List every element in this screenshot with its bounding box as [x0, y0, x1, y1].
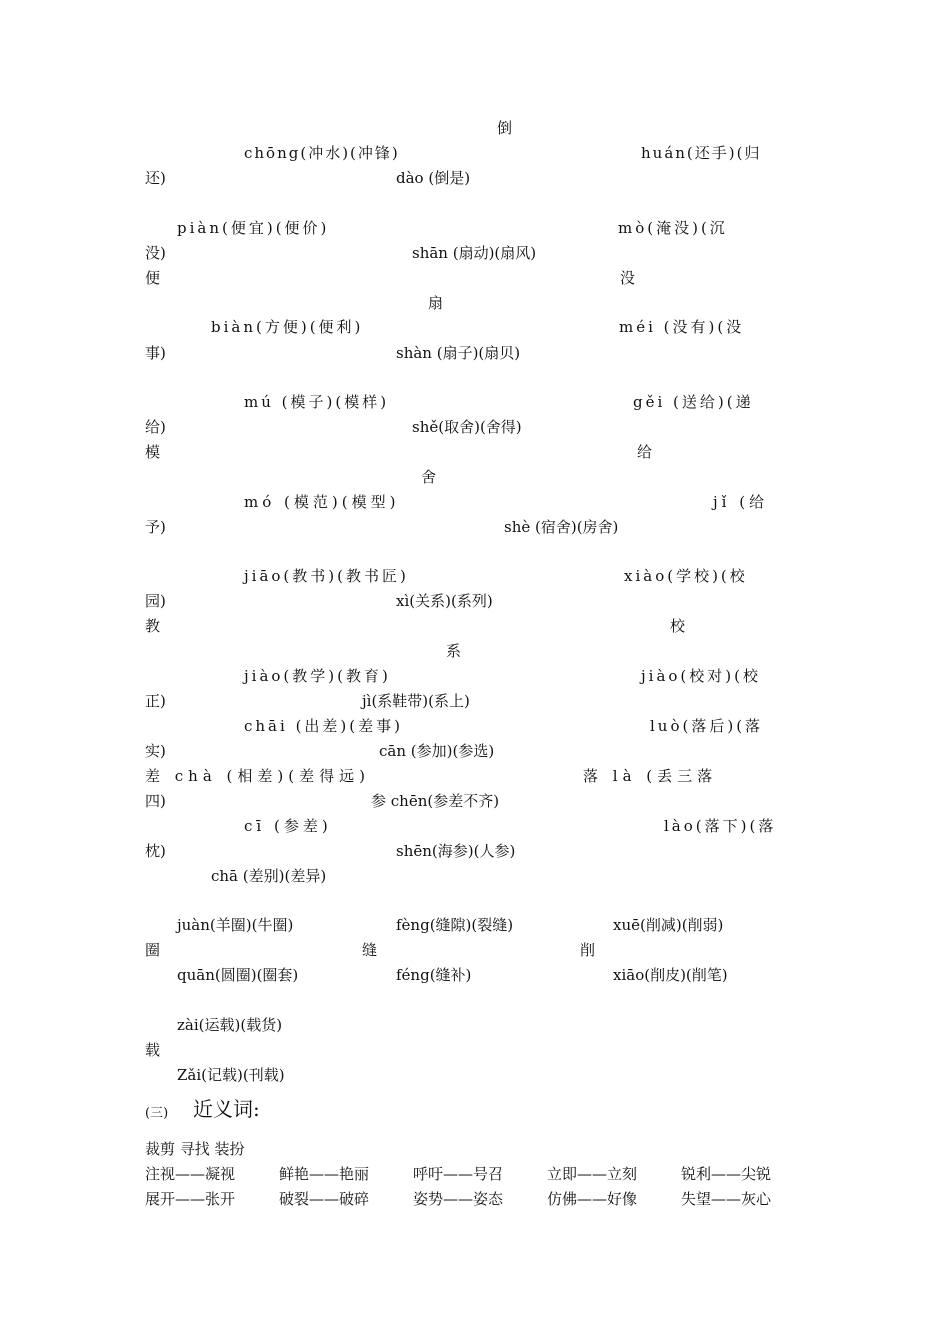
text-line: 削	[580, 941, 596, 959]
text-line: 校	[670, 617, 686, 635]
synonym-pair: 立即——立刻	[547, 1165, 638, 1183]
text-line: lào(落下)(落	[664, 817, 777, 835]
text-line: luò(落后)(落	[650, 717, 764, 735]
text-line: quān(圆圈)(圈套)	[177, 966, 299, 984]
text-line: chāi (出差)(差事)	[244, 717, 403, 735]
text-line: xì(关系)(系列)	[396, 592, 493, 610]
text-line: cī (参差)	[244, 817, 332, 835]
text-line: shàn (扇子)(扇贝)	[396, 344, 521, 362]
text-line: gěi (送给)(递	[633, 393, 754, 411]
text-line: 载	[145, 1041, 161, 1059]
text-line: 扇	[428, 294, 444, 312]
text-line: 裁剪 寻找 装扮	[145, 1140, 245, 1158]
text-line: chōng(冲水)(冲锋)	[244, 144, 400, 162]
text-line: 四)	[145, 792, 166, 810]
text-line: xiāo(削皮)(削笔)	[613, 966, 728, 984]
text-line: 予)	[145, 518, 166, 536]
text-line: cān (参加)(参选)	[379, 742, 495, 760]
text-line: 园)	[145, 592, 166, 610]
synonym-pair: 注视——凝视	[145, 1165, 236, 1183]
text-line: juàn(羊圈)(牛圈)	[177, 916, 294, 934]
text-line: shè (宿舍)(房舍)	[504, 518, 619, 536]
text-line: xuē(削减)(削弱)	[613, 916, 724, 934]
text-line: méi (没有)(没	[619, 318, 745, 336]
text-line: 系	[446, 642, 462, 660]
text-line: mú (模子)(模样)	[244, 393, 390, 411]
text-line: 实)	[145, 742, 166, 760]
synonym-pair: 展开——张开	[145, 1190, 236, 1208]
text-line: 事)	[145, 344, 166, 362]
text-line: jì(系鞋带)(系上)	[362, 692, 470, 710]
text-line: shēn(海参)(人参)	[396, 842, 516, 860]
text-line: xiào(学校)(校	[624, 567, 748, 585]
text-line: zài(运载)(载货)	[177, 1016, 283, 1034]
text-line: 圈	[145, 941, 161, 959]
text-line: jǐ (给	[713, 493, 769, 511]
text-line: biàn(方便)(便利)	[211, 318, 364, 336]
text-line: piàn(便宜)(便价)	[177, 219, 330, 237]
text-line: 落 là (丢三落	[583, 767, 718, 785]
text-line: 舍	[421, 468, 437, 486]
text-line: jiāo(教书)(教书匠)	[244, 567, 409, 585]
text-line: 还)	[145, 169, 166, 187]
synonym-pair: 仿佛——好像	[547, 1190, 638, 1208]
text-line: 模	[145, 443, 161, 461]
synonym-pair: 锐利——尖锐	[681, 1165, 772, 1183]
text-line: shě(取舍)(舍得)	[412, 418, 522, 436]
text-line: dào (倒是)	[396, 169, 471, 187]
text-line: 教	[145, 617, 161, 635]
text-line: mò(淹没)(沉	[618, 219, 728, 237]
synonym-pair: 破裂——破碎	[279, 1190, 370, 1208]
section-title: 近义词:	[193, 1097, 260, 1121]
text-line: féng(缝补)	[396, 966, 472, 984]
text-line: jiào(教学)(教育)	[244, 667, 391, 685]
text-line: 参 chēn(参差不齐)	[371, 792, 500, 810]
text-line: 没)	[145, 244, 166, 262]
text-line: 没	[620, 269, 636, 287]
text-line: 差 chà (相差)(差得远)	[145, 767, 370, 785]
synonym-pair: 失望——灰心	[681, 1190, 772, 1208]
text-line: 便	[145, 269, 161, 287]
text-line: chā (差别)(差异)	[211, 867, 327, 885]
text-line: 给)	[145, 418, 166, 436]
text-line: 给	[637, 443, 653, 461]
text-line: mó (模范)(模型)	[244, 493, 400, 511]
text-line: fèng(缝隙)(裂缝)	[396, 916, 514, 934]
text-line: shān (扇动)(扇风)	[412, 244, 537, 262]
synonym-pair: 鲜艳——艳丽	[279, 1165, 370, 1183]
text-line: 枕)	[145, 842, 166, 860]
text-line: 正)	[145, 692, 166, 710]
text-line: huán(还手)(归	[641, 144, 762, 162]
synonym-pair: 姿势——姿态	[413, 1190, 504, 1208]
text-line: jiào(校对)(校	[641, 667, 761, 685]
synonym-pair: 呼吁——号召	[413, 1165, 504, 1183]
section-number: (三)	[145, 1106, 169, 1121]
text-line: 倒	[497, 119, 513, 137]
text-line: 缝	[362, 941, 378, 959]
text-line: Zǎi(记载)(刊载)	[177, 1066, 285, 1084]
